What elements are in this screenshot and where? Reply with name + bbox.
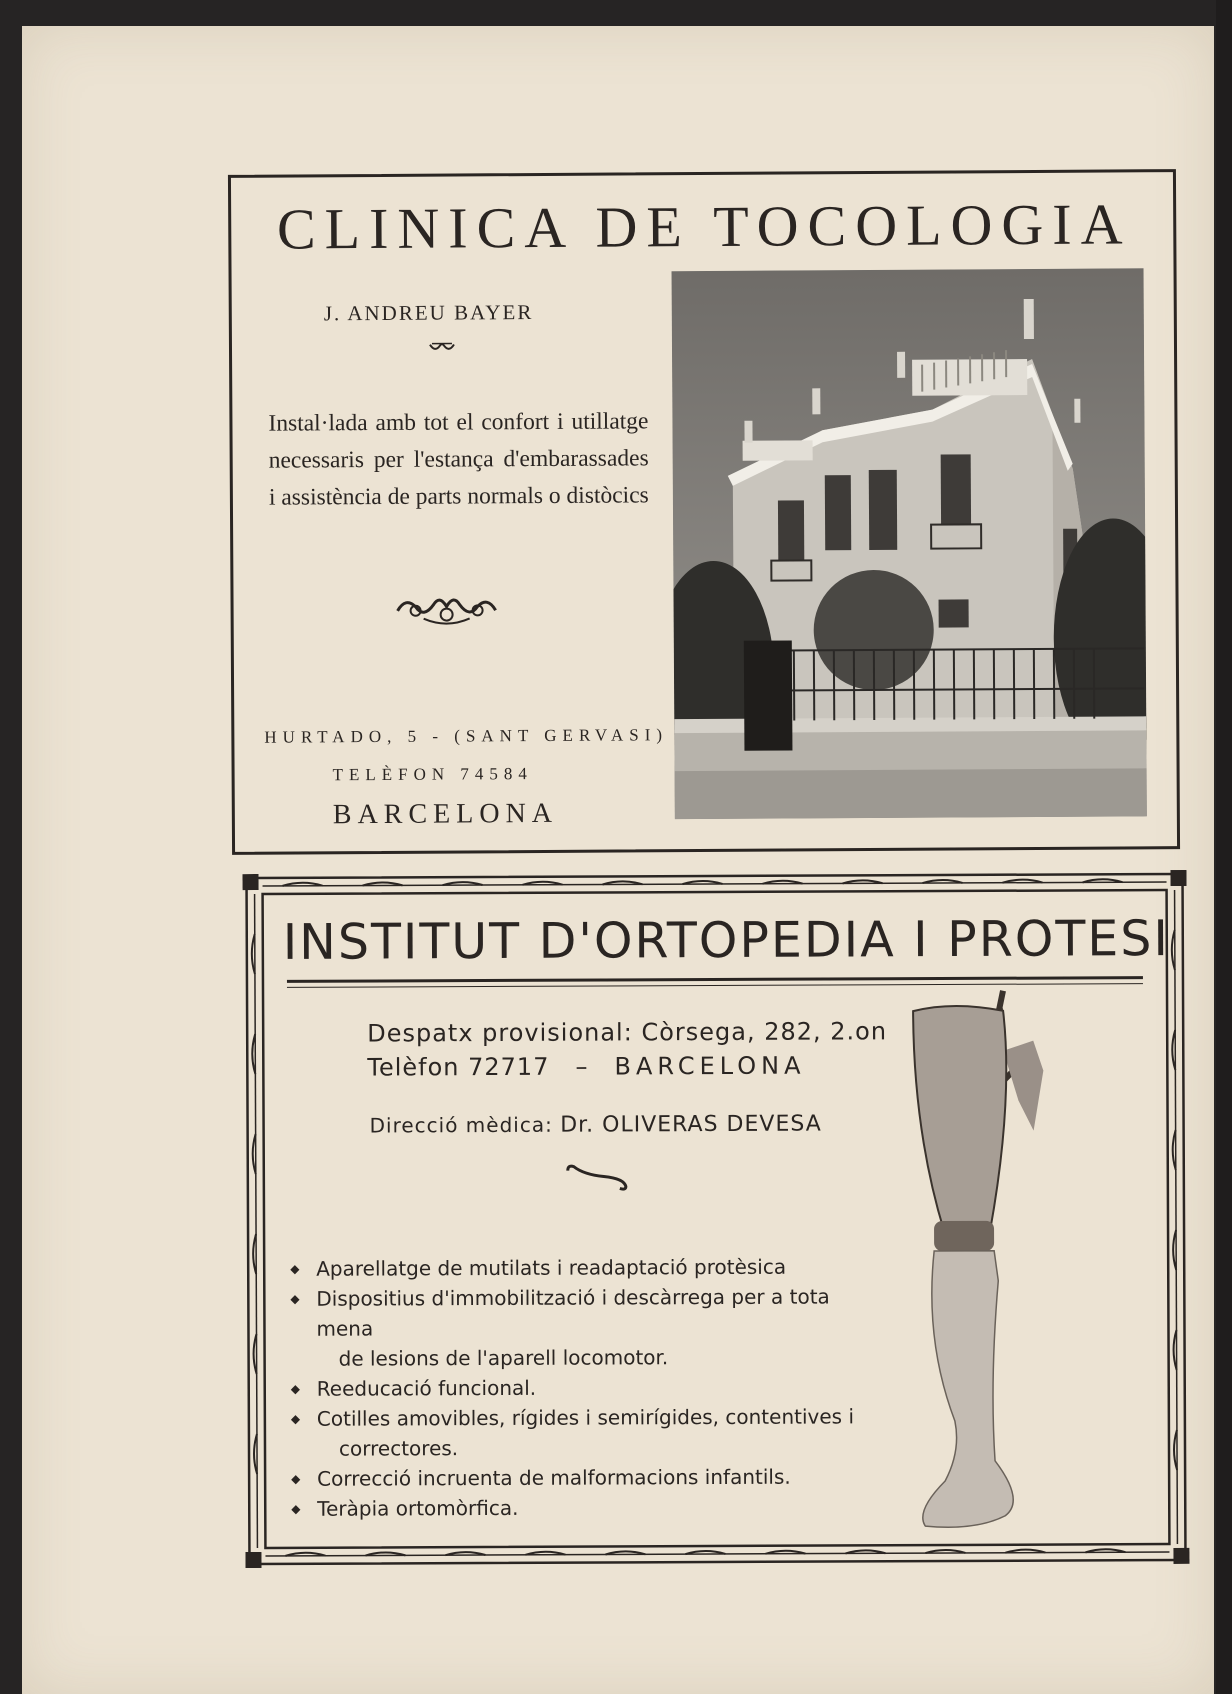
clinic-description: Instal·lada amb tot el confort i utillatge necessaris per l'estança d'embarassades i assistència de parts normals o distòcics	[268, 408, 649, 511]
clinic-advertisement	[228, 169, 1180, 855]
clinic-phone: TELÈFON 74584	[332, 764, 533, 785]
clinic-address: HURTADO, 5 - (SANT GERVASI)	[264, 725, 669, 747]
magazine-page	[22, 26, 1214, 1694]
clinic-title: CLINICA DE TOCOLOGIA	[276, 191, 1132, 262]
service-item: ◆ Reeducació funcional.	[287, 1371, 857, 1403]
institute-title: INSTITUT D'ORTOPEDIA I PROTESI	[282, 910, 1170, 971]
institute-phone: Telèfon 72717	[367, 1052, 550, 1082]
medical-director-label: Direcció mèdica:	[369, 1112, 553, 1138]
small-ornament-icon	[428, 341, 456, 355]
service-item: ◆ Correcció incruenta de malformacions infantils.	[287, 1461, 857, 1493]
prosthetic-leg-image	[893, 980, 1065, 1535]
orthopedic-advertisement	[242, 870, 1189, 1568]
swash-ornament-icon	[564, 1162, 632, 1192]
institute-city: BARCELONA	[614, 1051, 806, 1081]
service-item: ◆ Cotilles amovibles, rígides i semirígides, contentives i correctores.	[287, 1401, 857, 1463]
institute-contact-line	[367, 1052, 805, 1082]
clinic-building-photo	[672, 268, 1147, 819]
services-list	[286, 1251, 857, 1523]
service-item: ◆ Teràpia ortomòrfica.	[287, 1491, 857, 1523]
clinic-city: BARCELONA	[332, 797, 559, 831]
building-photo-icon	[672, 268, 1147, 819]
institute-office: Despatx provisional: Còrsega, 282, 2.on	[367, 1017, 888, 1048]
medical-director-name: Dr. OLIVERAS DEVESA	[560, 1111, 822, 1138]
page-edge	[1216, 0, 1232, 1694]
service-item: ◆ Aparellatge de mutilats i readaptació protèsica	[286, 1251, 856, 1283]
scroll-ornament-icon	[393, 588, 499, 629]
clinic-doctor: J. ANDREU BAYER	[323, 300, 534, 326]
phone-separator: –	[575, 1052, 589, 1081]
service-item: ◆ Dispositius d'immobilització i descàrrega per a tota mena de lesions de l'aparell locomotor.	[286, 1281, 856, 1373]
medical-director-line	[370, 1112, 822, 1139]
